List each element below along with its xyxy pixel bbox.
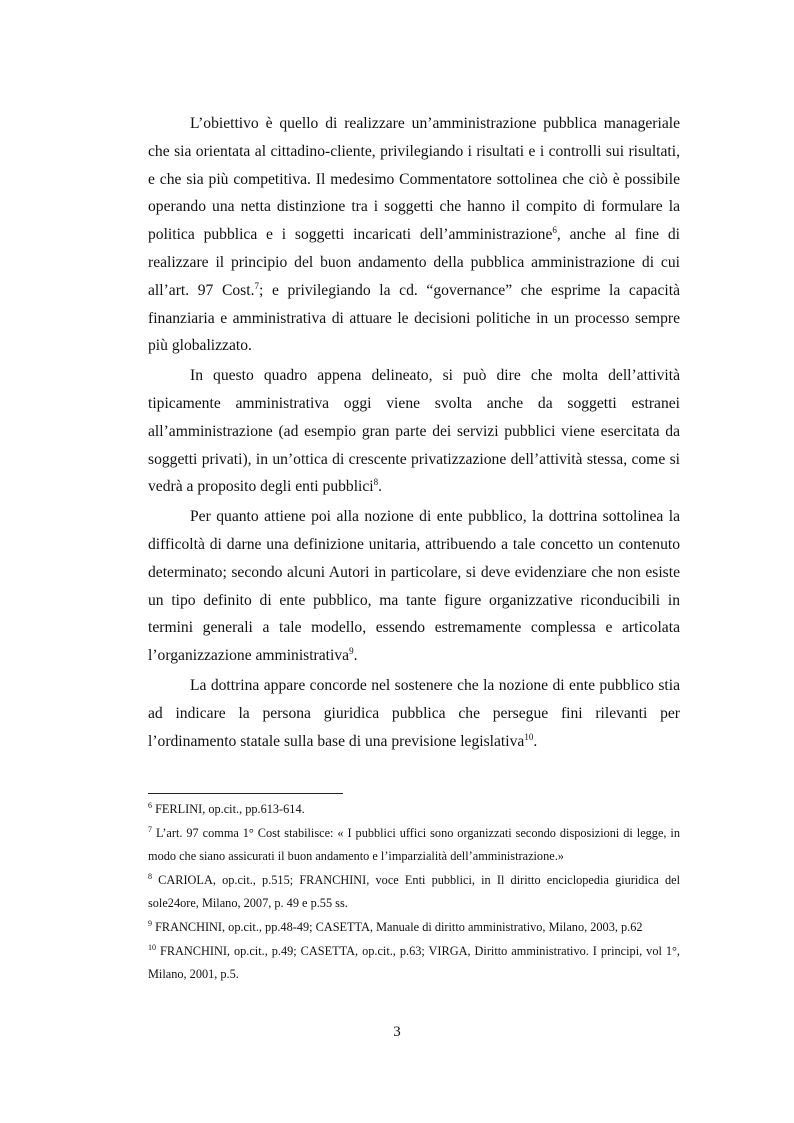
footnote-text: FERLINI, op.cit., pp.613-614. (152, 802, 305, 816)
footnote-text: L’art. 97 comma 1° Cost stabilisce: « I pubblici uffici sono organizzati secondo disposizioni di legge, in modo che siano assicurati il buon andamento e l’imparzialità dell’amministrazione.» (148, 826, 680, 863)
paragraph-1-text-b: , anche al fine di realizzare il principio del buon andamento della pubblica amministrazione di cui all’art. 97 Cost. (148, 226, 680, 299)
paragraph-1-text-c: ; e privilegiando la cd. “governance” che esprime la capacità finanziaria e amministrativa di attuare le decisioni politiche in un processo sempre più globalizzato. (148, 281, 680, 355)
footnote-number: 9 (148, 918, 152, 928)
paragraph-3-text-b: . (353, 647, 358, 665)
footnote-number: 8 (148, 871, 152, 881)
footnote-number: 7 (148, 824, 152, 834)
footnote-number: 6 (148, 800, 152, 810)
paragraph-1-text-a: L’obiettivo è quello di realizzare un’amministrazione pubblica manageriale che sia orientata al cittadino-cliente, privilegiando i risultati e i controlli sui risultati, e che sia più competitiva. Il medesimo Commentatore sottolinea che ciò è possibile operando una netta distinzione tra i soggetti che hanno il compito di formulare la politica pubblica e i soggetti incaricati dell’amministrazione (148, 115, 680, 244)
footnote-6 (148, 798, 680, 821)
footnote-text: FRANCHINI, op.cit., pp.48-49; CASETTA, Manuale di diritto amministrativo, Milano, 2003, p.62 (152, 920, 643, 934)
paragraph-4-text-b: . (533, 732, 538, 750)
footnote-ref-8[interactable]: 8 (373, 477, 379, 488)
footnote-ref-10[interactable]: 10 (524, 731, 534, 742)
footnote-separator (148, 793, 343, 794)
footnote-ref-6[interactable]: 6 (552, 225, 557, 235)
footnote-8 (148, 869, 680, 915)
footnote-9 (148, 916, 680, 939)
paragraph-4 (148, 672, 680, 755)
page-number: 3 (393, 1024, 401, 1040)
paragraph-2 (148, 362, 680, 501)
body-text (148, 110, 680, 757)
footnote-text: FRANCHINI, op.cit., p.49; CASETTA, op.cit., p.63; VIRGA, Diritto amministrativo. I principi, vol 1°, Milano, 2001, p.5. (148, 944, 680, 981)
footnote-7 (148, 822, 680, 868)
paragraph-4-text-a: La dottrina appare concorde nel sostenere che la nozione di ente pubblico stia ad indicare la persona giuridica pubblica che persegue fini rilevanti per l’ordinamento statale sulla base di una previsione legislativa (148, 676, 680, 750)
paragraph-1 (148, 110, 680, 360)
paragraph-2-text-a: In questo quadro appena delineato, si può dire che molta dell’attività tipicamente amministrativa oggi viene svolta anche da soggetti estranei all’amministrazione (ad esempio gran parte dei servizi pubblici viene esercitata da soggetti privati), in un’ottica di crescente privatizzazione dell’attività stessa, come si vedrà a proposito degli enti pubblici (148, 367, 680, 496)
footnote-ref-9[interactable]: 9 (349, 645, 354, 656)
footnote-text: CARIOLA, op.cit., p.515; FRANCHINI, voce Enti pubblici, in Il diritto enciclopedia giuridica del sole24ore, Milano, 2007, p. 49 e p.55 ss. (148, 873, 680, 910)
footnote-10 (148, 940, 680, 986)
paragraph-3-text-a: Per quanto attiene poi alla nozione di ente pubblico, la dottrina sottolinea la difficoltà di darne una definizione unitaria, attribuendo a tale concetto un contenuto determinato; secondo alcuni Autori in particolare, si deve evidenziare che non esiste un tipo definito di ente pubblico, ma tante figure organizzative riconducibili in termini generali a tale modello, essendo estremamente complessa e articolata l’organizzazione amministrativa (148, 508, 680, 665)
footnote-number: 10 (148, 942, 156, 952)
footnotes (148, 798, 680, 987)
footnote-ref-7[interactable]: 7 (254, 280, 259, 291)
paragraph-2-text-b: . (378, 478, 383, 496)
paragraph-3 (148, 503, 680, 670)
